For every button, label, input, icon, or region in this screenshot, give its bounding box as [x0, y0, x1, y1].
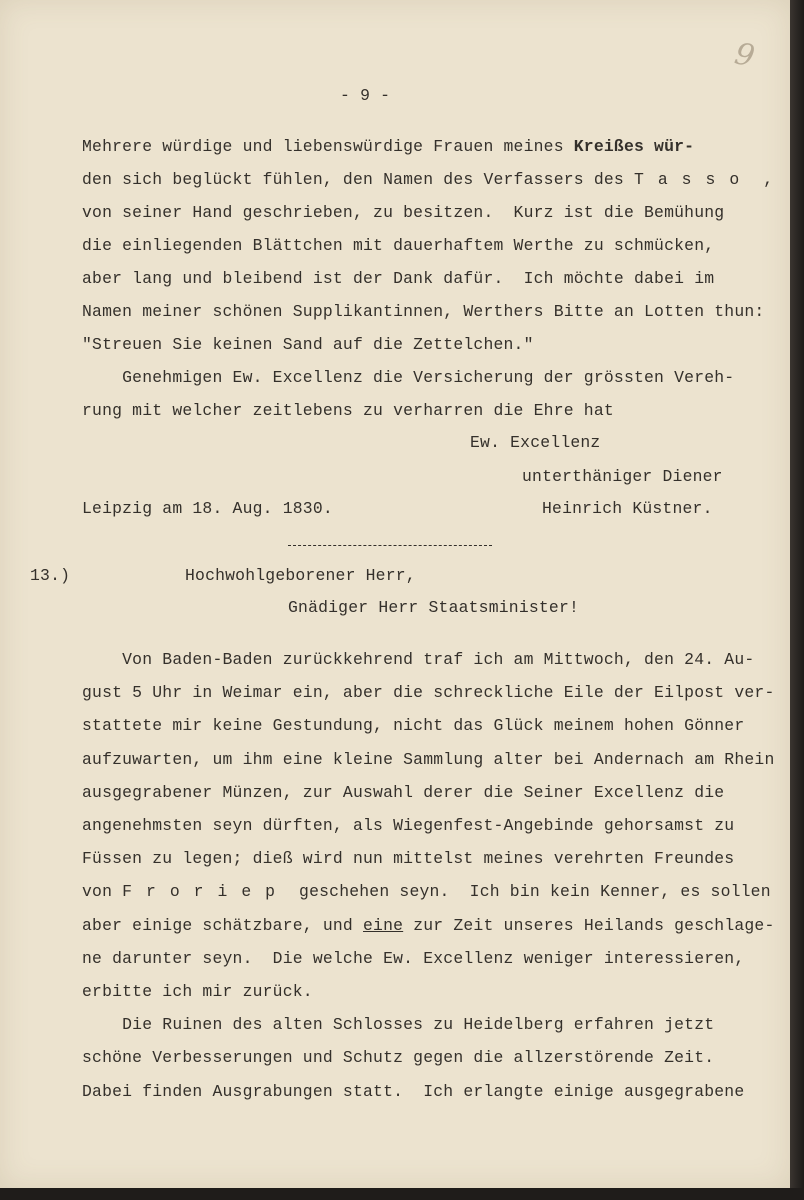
scan-edge-bottom — [0, 1188, 804, 1200]
text-run: den sich beglückt fühlen, den Namen des Verfassers des — [82, 170, 634, 189]
text-run: Von Baden-Baden zurückkehrend traf ich am Mittwoch, den 24. Au- — [82, 650, 755, 669]
text-run: aber einige schätzbare, und — [82, 915, 364, 935]
text-run: Dabei finden Ausgrabungen statt. Ich erlangte einige ausgegrabene — [82, 1081, 745, 1101]
letter-number: 13.) — [30, 566, 71, 585]
letter-13-line — [82, 949, 744, 968]
letter-13-line — [82, 849, 734, 868]
text-run: "Streuen Sie keinen Sand auf die Zettelchen." — [82, 335, 534, 354]
text-run: aber lang und bleibend ist der Dank dafür. Ich möchte dabei im — [82, 269, 715, 288]
text-run: Mehrere würdige und liebenswürdige Frauen meines — [82, 137, 574, 156]
text-run: geschehen seyn. Ich bin kein Kenner, es sollen — [289, 882, 771, 902]
letter-13-line — [82, 650, 754, 669]
salutation-line-1: Hochwohlgeborener Herr, — [185, 566, 416, 585]
letter-13-line — [82, 1048, 714, 1067]
spaced-name: Froriep — [122, 882, 290, 902]
text-run: angenehmsten seyn dürften, als Wiegenfest-Angebinde gehorsamst zu — [82, 816, 735, 835]
divider-line — [288, 545, 492, 546]
closing-address: Ew. Excellenz — [470, 433, 601, 452]
text-run: schöne Verbesserungen und Schutz gegen die allzerstörende Zeit. — [82, 1048, 715, 1068]
letter-13-line — [82, 882, 771, 901]
letter-12-line — [82, 401, 614, 420]
salutation-line-2: Gnädiger Herr Staatsminister! — [288, 598, 580, 617]
spaced-name: Tasso — [633, 170, 754, 189]
letter-13-line — [82, 716, 744, 735]
letter-12-line — [82, 335, 534, 354]
letter-12-line — [82, 137, 694, 156]
text-run: ausgegrabener Münzen, zur Auswahl derer die Seiner Excellenz die — [82, 782, 725, 802]
signature: Heinrich Küstner. — [542, 499, 713, 518]
letter-13-line — [82, 783, 724, 802]
letter-13-line — [82, 1082, 744, 1101]
place-date: Leipzig am 18. Aug. 1830. — [82, 499, 333, 518]
letter-13-line — [82, 816, 734, 835]
letter-12-line — [82, 302, 764, 321]
text-run: die einliegenden Blättchen mit dauerhaftem Werthe zu schmücken, — [82, 236, 715, 255]
text-run: ne darunter seyn. Die welche Ew. Excellenz weniger interessieren, — [82, 948, 745, 968]
letter-13-line — [82, 916, 775, 935]
letter-13-line — [82, 982, 313, 1001]
text-run: aufzuwarten, um ihm eine kleine Sammlung alter bei Andernach am Rhein — [82, 749, 775, 769]
underlined-text: eine — [363, 915, 404, 935]
text-run: gust 5 Uhr in Weimar ein, aber die schreckliche Eile der Eilpost ver- — [82, 683, 775, 703]
text-run: von seiner Hand geschrieben, zu besitzen. Kurz ist die Bemühung — [82, 203, 725, 222]
letter-12-line — [82, 368, 734, 387]
text-run: rung mit welcher zeitlebens zu verharren die Ehre hat — [82, 401, 614, 420]
text-run: zur Zeit unseres Heilands geschlage- — [403, 915, 775, 935]
letter-12-line — [82, 269, 714, 288]
text-run: Füssen zu legen; dieß wird nun mittelst meines verehrten Freundes — [82, 849, 735, 869]
text-run: Die Ruinen des alten Schlosses zu Heidelberg erfahren jetzt — [82, 1015, 715, 1035]
text-run: von — [82, 882, 123, 902]
text-run: erbitte ich mir zurück. — [82, 982, 313, 1001]
letter-12-line — [82, 170, 773, 189]
text-run: , — [753, 170, 774, 189]
letter-13-line — [82, 1015, 714, 1034]
text-run: Genehmigen Ew. Excellenz die Versicherung der grössten Vereh- — [82, 368, 735, 387]
scan-edge-right — [790, 0, 804, 1200]
text-run: Namen meiner schönen Supplikantinnen, Werthers Bitte an Lotten thun: — [82, 302, 765, 321]
bold-text: Kreißes wür- — [573, 137, 695, 156]
text-run: stattete mir keine Gestundung, nicht das Glück meinem hohen Gönner — [82, 716, 745, 736]
letter-12-line — [82, 203, 724, 222]
letter-13-line — [82, 683, 774, 702]
closing-title: unterthäniger Diener — [522, 467, 723, 486]
pencil-page-number: 9 — [731, 36, 758, 75]
page-number: - 9 - — [340, 86, 391, 105]
letter-12-line — [82, 236, 714, 255]
letter-13-line — [82, 750, 774, 769]
